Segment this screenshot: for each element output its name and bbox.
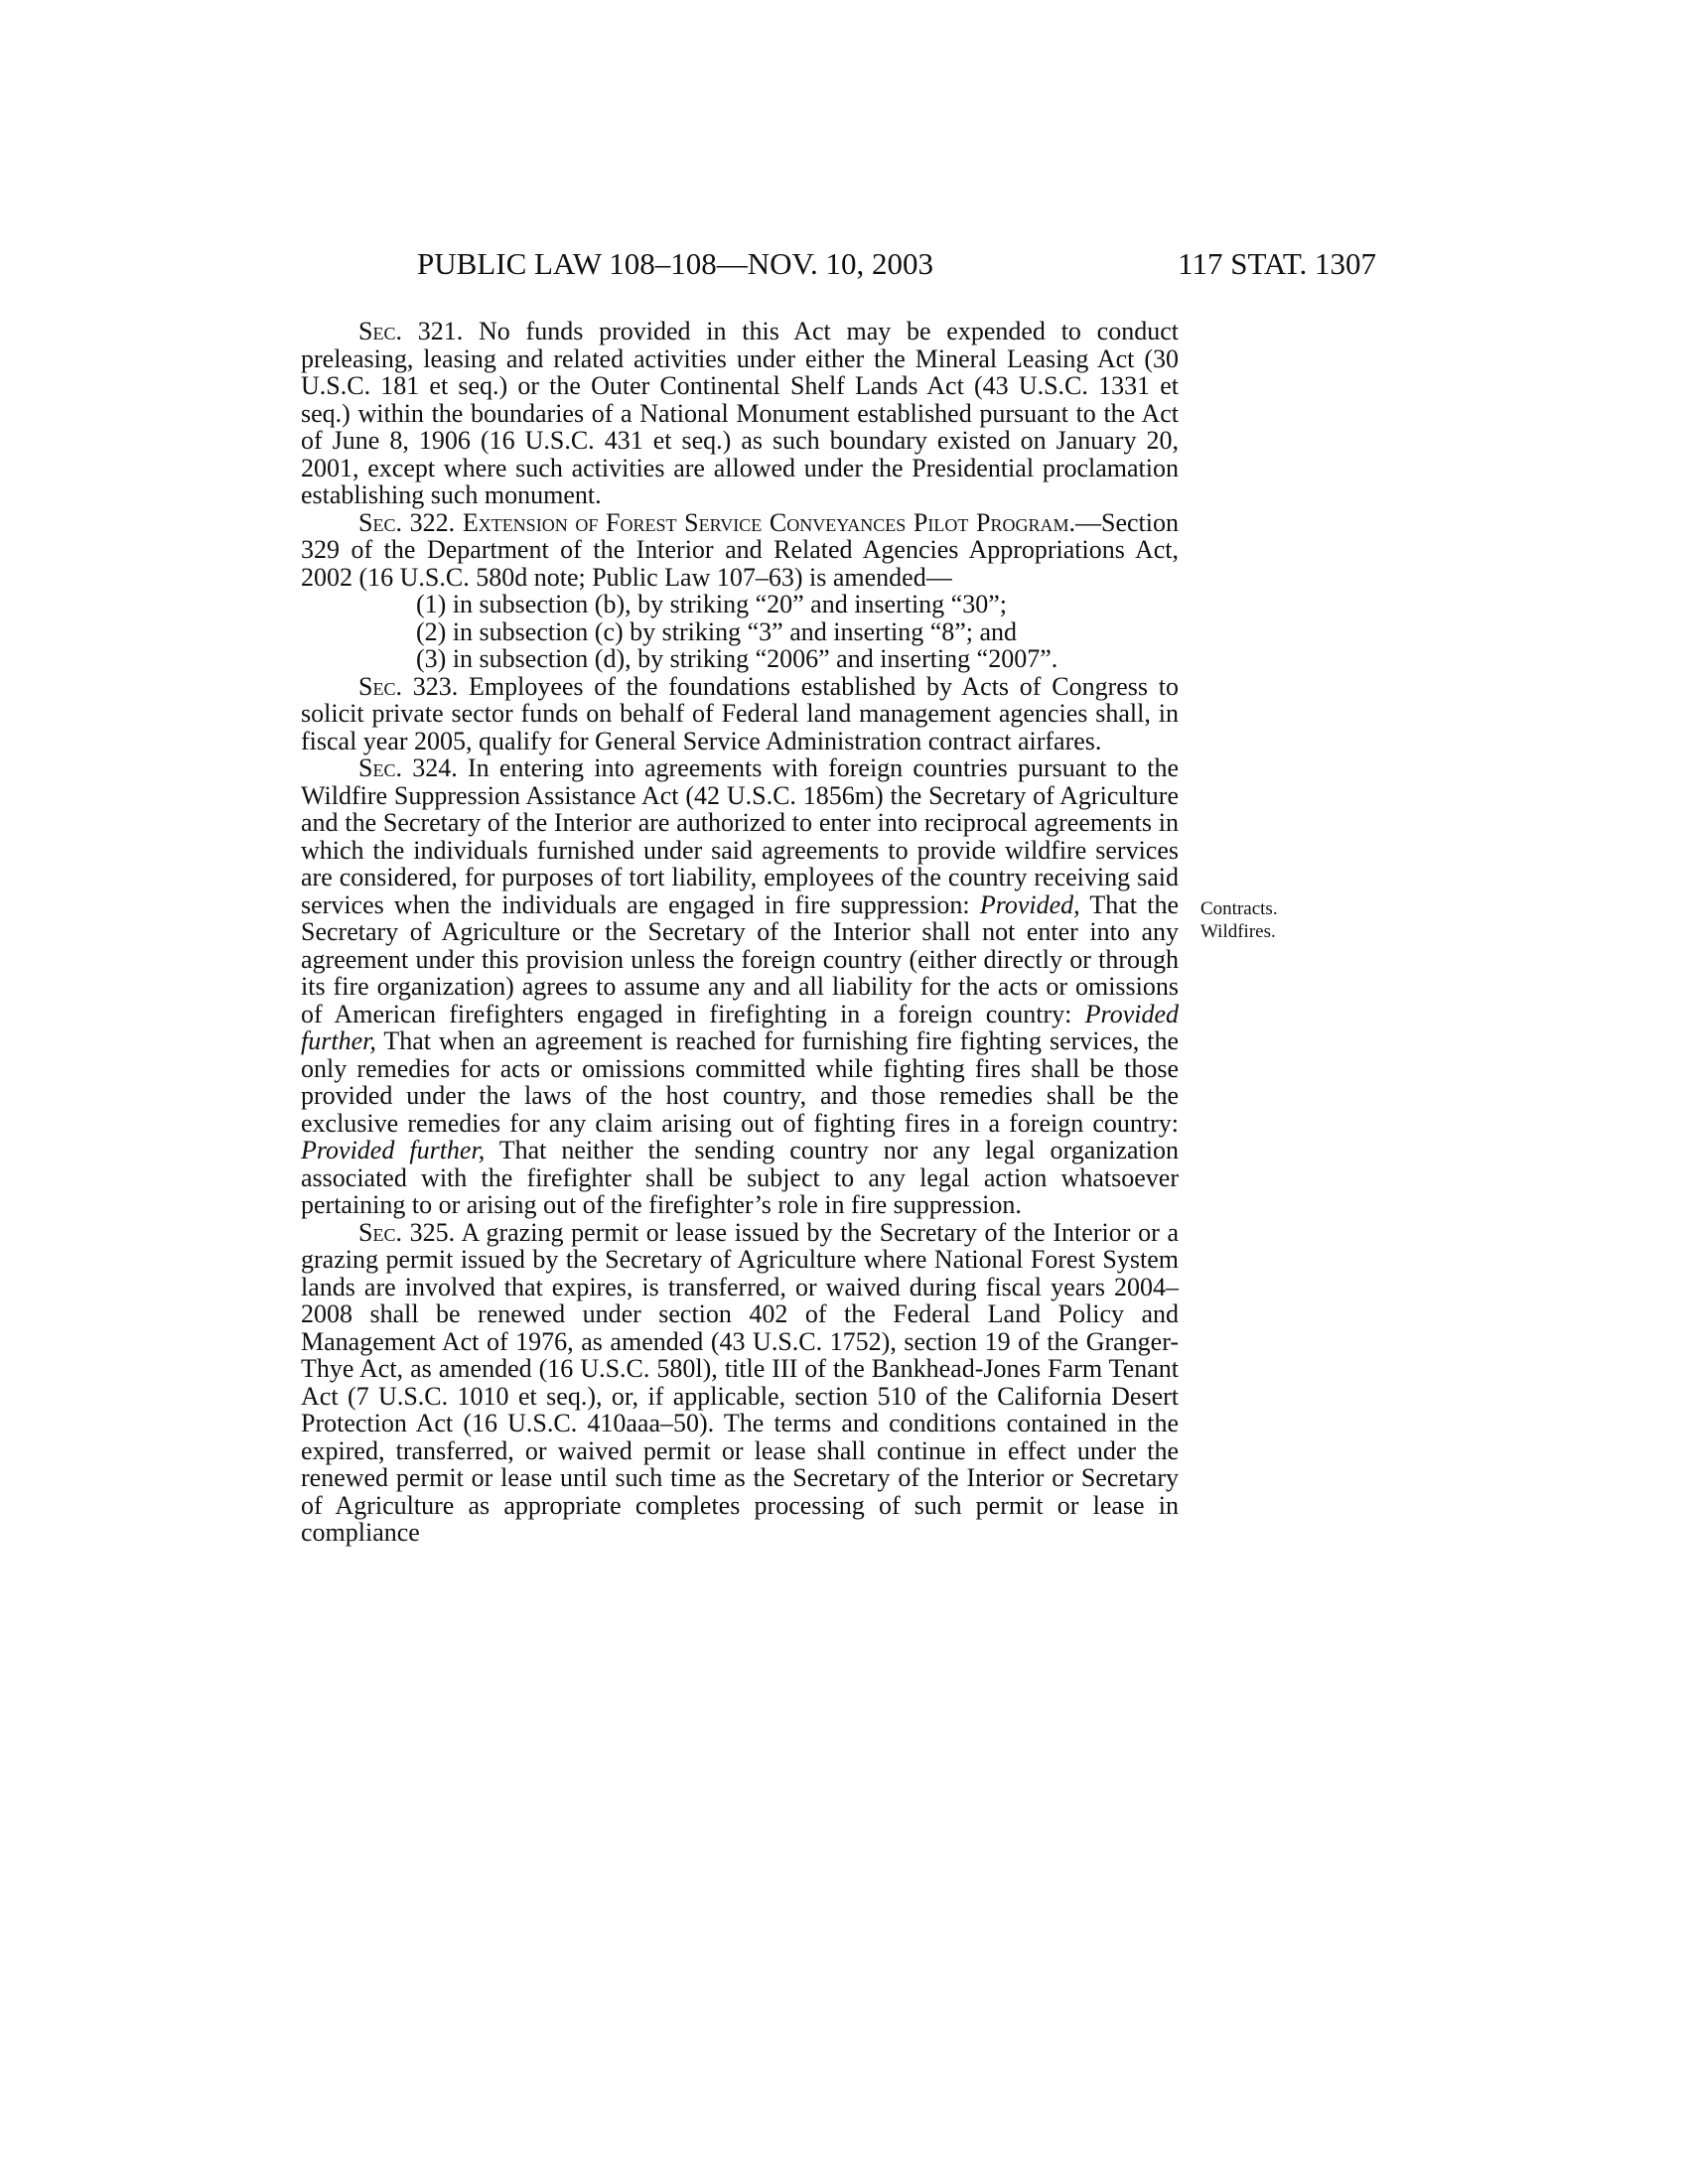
section-322-heading: Extension of Forest Service Conveyances Pilot Program. <box>455 507 1075 537</box>
header-title: PUBLIC LAW 108–108—NOV. 10, 2003 <box>417 246 933 281</box>
section-321-label: Sec. 321. <box>358 317 464 345</box>
section-323 <box>301 673 1179 755</box>
section-325-text: A grazing permit or lease issued by the Secretary of the Interior or a grazing permit issued by the Secretary of Agriculture where National Forest System lands are involved that expires, is transferred, or waived during fiscal years 2004–2008 shall be renewed under section 402 of the Federal Land Policy and Management Act of 1976, as amended (43 U.S.C. 1752), section 19 of the Granger-Thye Act, as amended (16 U.S.C. 580l), title III of the Bankhead-Jones Farm Tenant Act (7 U.S.C. 1010 et seq.), or, if applicable, section 510 of the California Desert Protection Act (16 U.S.C. 410aaa–50). The terms and conditions contained in the expired, transferred, or waived permit or lease shall continue in effect under the renewed permit or lease until such time as the Secretary of the Interior or Secretary of Agriculture as appropriate completes processing of such permit or lease in compliance <box>301 1217 1179 1547</box>
section-325-label: Sec. 325. <box>358 1217 456 1247</box>
section-323-text: Employees of the foundations established by Acts of Congress to solicit private sector funds on behalf of Federal land management agencies shall, in fiscal year 2005, qualify for General Service Administration contract airfares. <box>301 671 1179 755</box>
section-324 <box>301 754 1179 1219</box>
section-324-part-2: That the Secretary of Agriculture or the Secretary of the Interior shall not enter into any agreement under this provision unless the foreign country (either directly or through its fire organization) agrees to assume any and all liability for the acts or omissions of American firefighters engaged in firefighting in a foreign country: <box>301 889 1179 1028</box>
margin-note-contracts: Contracts. <box>1200 898 1278 919</box>
section-324-part-3: That when an agreement is reached for furnishing fire fighting services, the only remedies for acts or omissions committed while fighting fires shall be those provided under the laws of the host country, and those remedies shall be the exclusive remedies for any claim arising out of fighting fires in a foreign country: <box>301 1026 1179 1138</box>
section-322-item-1: (1) in subsection (b), by striking “20” and inserting “30”; <box>416 590 1007 618</box>
section-325 <box>301 1219 1179 1547</box>
section-322-label: Sec. 322. <box>358 507 456 537</box>
section-321 <box>301 318 1179 509</box>
section-324-proviso-1: Provided, <box>979 889 1080 919</box>
section-322-text: —Section 329 of the Department of the Interior and Related Agencies Appropriations Act, 2002 (16 U.S.C. 580d note; Public Law 107–63) is amended— <box>301 507 1179 592</box>
section-324-label: Sec. 324. <box>358 753 458 782</box>
margin-note <box>1200 897 1320 943</box>
section-322-item-2: (2) in subsection (c) by striking “3” and inserting “8”; and <box>416 616 1018 646</box>
section-324-proviso-2: Provided further, <box>301 999 1179 1055</box>
section-322 <box>301 509 1179 592</box>
section-323-label: Sec. 323. <box>358 671 459 701</box>
section-324-part-4: That neither the sending country nor any legal organization associated with the firefighter shall be subject to any legal action whatsoever pertaining to or arising out of the firefighter’s role in fire suppression. <box>301 1136 1179 1219</box>
section-324-proviso-3: Provided further, <box>301 1136 486 1164</box>
section-322-item-3: (3) in subsection (d), by striking “2006” and inserting “2007”. <box>416 644 1058 673</box>
body-text <box>301 318 1179 1547</box>
margin-note-wildfires: Wildfires. <box>1200 921 1276 942</box>
section-324-part-1: In entering into agreements with foreign countries pursuant to the Wildfire Suppression Assistance Act (42 U.S.C. 1856m) the Secretary of Agriculture and the Secretary of the Interior are authorized to enter into reciprocal agreements in which the individuals furnished under said agreements to provide wildfire services are considered, for purposes of tort liability, employees of the country receiving said services when the individuals are engaged in fire suppression: <box>301 753 1179 919</box>
running-head <box>417 244 1376 284</box>
section-321-text: No funds provided in this Act may be expended to conduct preleasing, leasing and related activities under either the Mineral Leasing Act (30 U.S.C. 181 et seq.) or the Outer Continental Shelf Lands Act (43 U.S.C. 1331 et seq.) within the boundaries of a National Monument established pursuant to the Act of June 8, 1906 (16 U.S.C. 431 et seq.) as such boundary existed on January 20, 2001, except where such activities are allowed under the Presidential proclamation establishing such monument. <box>301 317 1179 509</box>
section-322-items <box>301 591 1179 673</box>
page-number: 117 STAT. 1307 <box>1178 246 1376 281</box>
